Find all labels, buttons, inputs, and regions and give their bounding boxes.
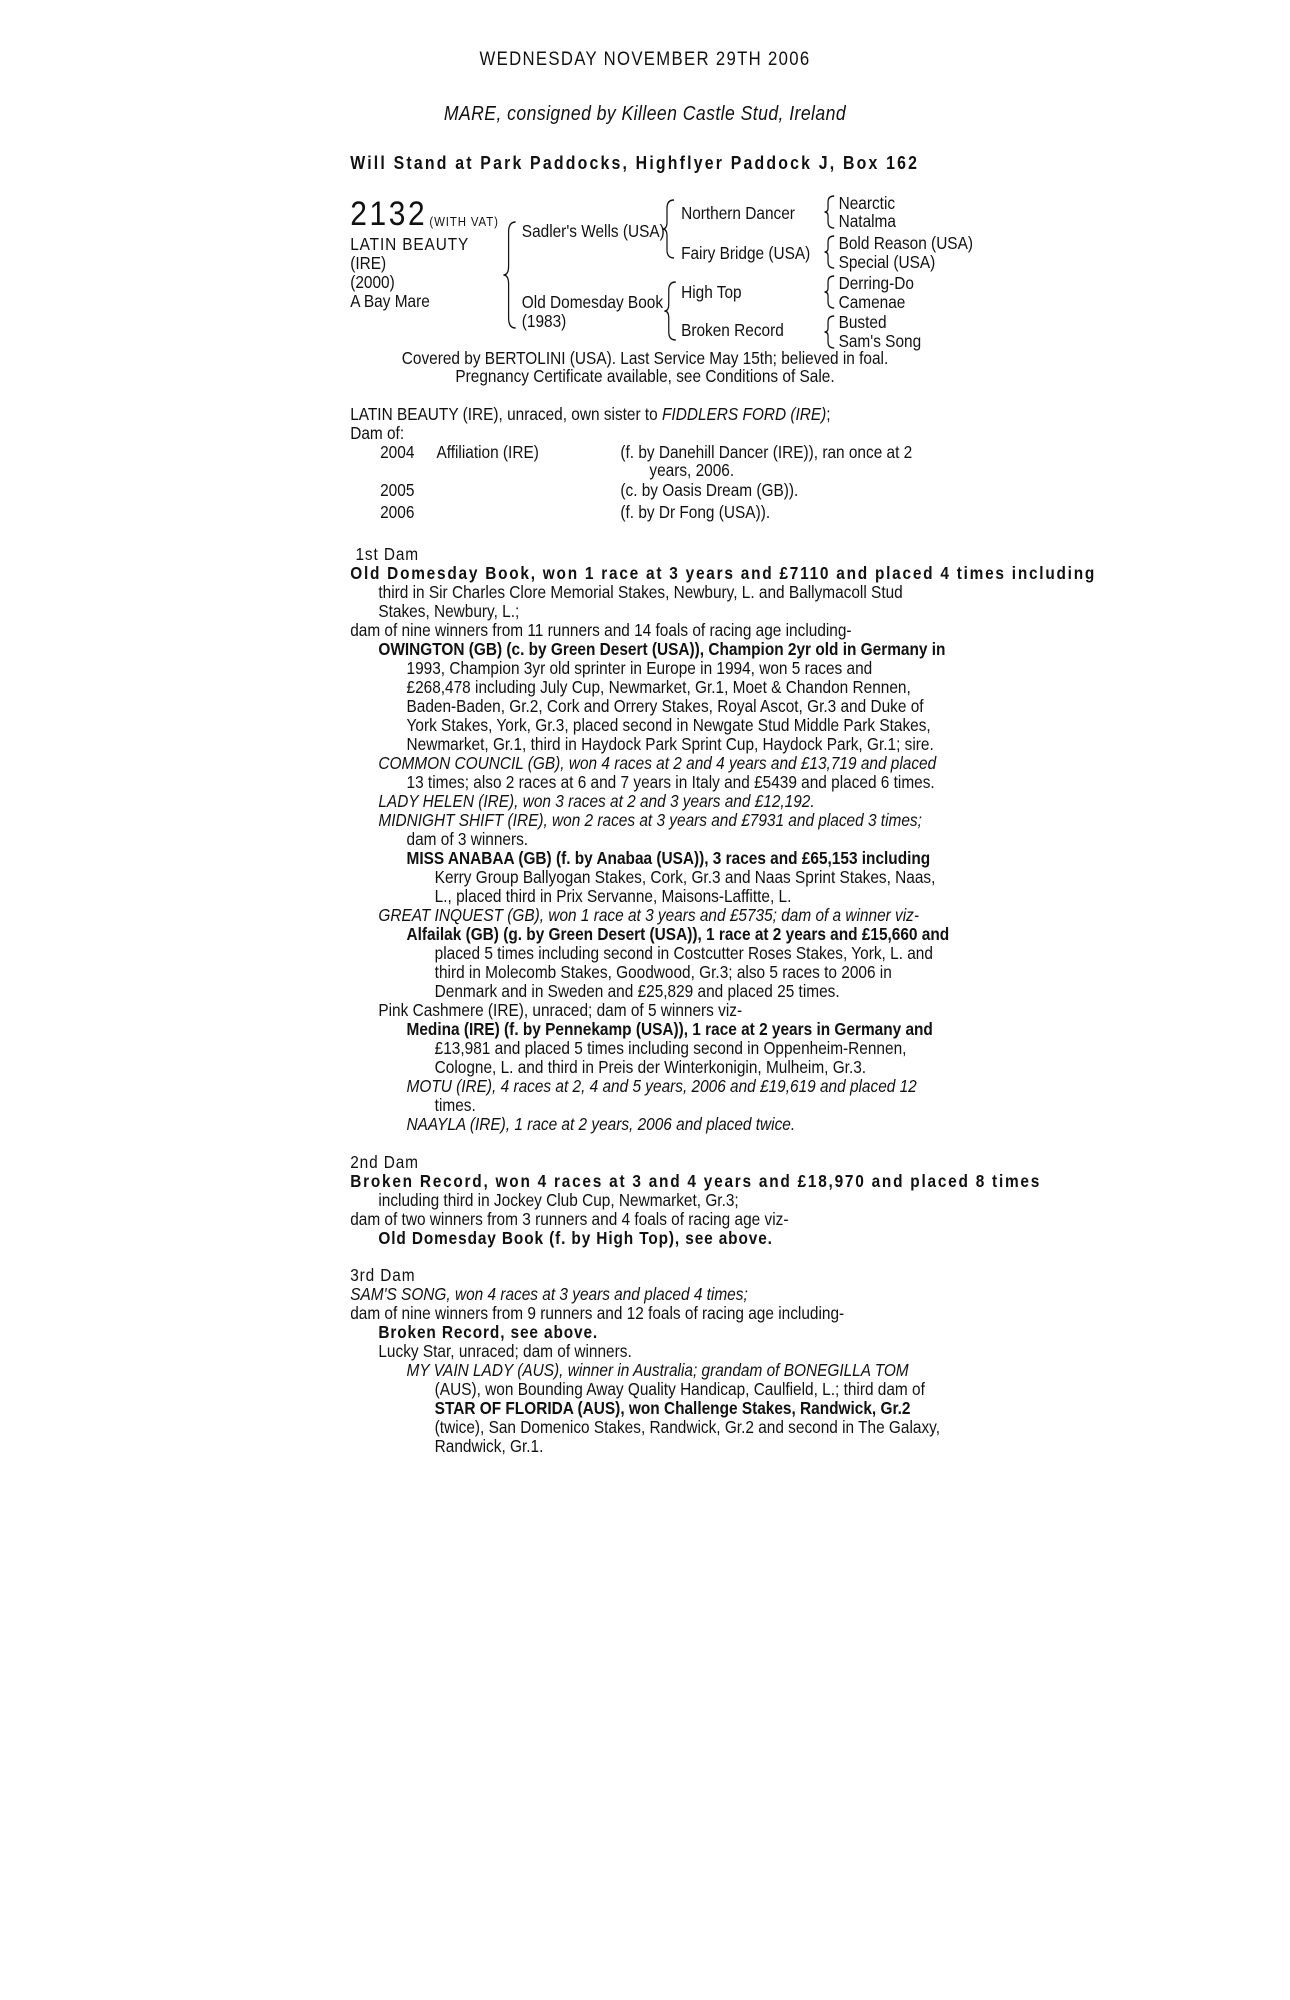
dam-line: (twice), San Domenico Stakes, Randwick, Gr.2 and second in The Galaxy, [434,1417,940,1437]
dam-line: STAR OF FLORIDA (AUS), won Challenge Stakes, Randwick, Gr.2 [434,1398,911,1418]
pedigree-brace-main [503,220,521,330]
dam-line: Medina (IRE) (f. by Pennekamp (USA)), 1 race at 2 years in Germany and [406,1019,933,1039]
pedigree-brace-g3 [824,274,836,310]
dam-line: Alfailak (GB) (g. by Green Desert (USA)), 1 race at 2 years and £15,660 and [406,924,950,944]
pedigree-brace-g4 [824,314,836,350]
dam-line: LADY HELEN (IRE), won 3 races at 2 and 3 years and £12,192. [378,791,815,811]
pedigree-sire-dam: Fairy Bridge (USA) [681,243,811,263]
dam-line: dam of nine winners from 9 runners and 12 foals of racing age including- [350,1303,845,1323]
produce-year: 2004 [380,442,415,462]
dam-line: times. [434,1095,476,1115]
produce-detail: (c. by Oasis Dream (GB)). [620,480,799,500]
horse-origin: (IRE) [350,253,387,273]
dam-line: MISS ANABAA (GB) (f. by Anabaa (USA)), 3 races and £65,153 including [406,848,931,868]
pedigree-dam-dam: Broken Record [681,320,784,340]
pedigree-g5: Derring-Do [838,273,914,293]
horse-description: A Bay Mare [350,291,430,311]
dam-line: MOTU (IRE), 4 races at 2, 4 and 5 years, 2006 and £19,619 and placed 12 [406,1076,917,1096]
pedigree-g4: Special (USA) [838,252,936,272]
produce-detail: (f. by Danehill Dancer (IRE)), ran once at 2 [620,442,913,462]
dam-line: including third in Jockey Club Cup, Newmarket, Gr.3; [378,1190,739,1210]
dam-line: Stakes, Newbury, L.; [378,601,520,621]
catalogue-page [77,0,1212,2000]
pedigree-brace-dam [663,280,679,342]
dam-line: Pink Cashmere (IRE), unraced; dam of 5 winners viz- [378,1000,743,1020]
second-dam-heading: 2nd Dam [350,1152,419,1172]
covered-line-1: Covered by BERTOLINI (USA). Last Service May 15th; believed in foal. [401,348,889,368]
dam-line: Newmarket, Gr.1, third in Haydock Park Sprint Cup, Haydock Park, Gr.1; sire. [406,734,934,754]
produce-detail: (f. by Dr Fong (USA)). [620,502,771,522]
dam-line: Broken Record, see above. [378,1322,599,1342]
consignor-line: MARE, consigned by Killeen Castle Stud, Ireland [443,103,847,125]
produce-year: 2006 [380,502,415,522]
pedigree-brace-g1 [824,194,836,230]
horse-name: LATIN BEAUTY [350,234,470,254]
dam-line: MY VAIN LADY (AUS), winner in Australia; grandam of BONEGILLA TOM [406,1360,909,1380]
first-dam-heading: 1st Dam [355,544,419,564]
stand-location: Will Stand at Park Paddocks, Highflyer Paddock J, Box 162 [350,153,920,173]
dam-line: Kerry Group Ballyogan Stakes, Cork, Gr.3 and Naas Sprint Stakes, Naas, [434,867,936,887]
dam-line: dam of 3 winners. [406,829,529,849]
dam-line: NAAYLA (IRE), 1 race at 2 years, 2006 and placed twice. [406,1114,796,1134]
dam-line: placed 5 times including second in Costcutter Roses Stakes, York, L. and [434,943,933,963]
pedigree-sire: Sadler's Wells (USA) [521,221,665,241]
dam-line: Lucky Star, unraced; dam of winners. [378,1341,632,1361]
dam-of-label: Dam of: [350,423,405,443]
dam-line: Randwick, Gr.1. [434,1436,544,1456]
pedigree-g3: Bold Reason (USA) [838,233,973,253]
dam-line: GREAT INQUEST (GB), won 1 race at 3 years and £5735; dam of a winner viz- [378,905,920,925]
dam-line: York Stakes, York, Gr.3, placed second in Newgate Stud Middle Park Stakes, [406,715,931,735]
covered-line-2: Pregnancy Certificate available, see Conditions of Sale. [455,366,835,386]
dam-line: £268,478 including July Cup, Newmarket, Gr.1, Moet & Chandon Rennen, [406,677,911,697]
dam-line: 13 times; also 2 races at 6 and 7 years in Italy and £5439 and placed 6 times. [406,772,935,792]
pedigree-g1: Nearctic [838,193,896,213]
dam-line: Old Domesday Book (f. by High Top), see above. [378,1228,773,1248]
produce-detail-cont: years, 2006. [649,460,735,480]
dam-line: OWINGTON (GB) (c. by Green Desert (USA)), Champion 2yr old in Germany in [378,639,946,659]
dam-line: L., placed third in Prix Servanne, Maisons-Laffitte, L. [434,886,792,906]
pedigree-g2: Natalma [838,211,896,231]
pedigree-sire-sire: Northern Dancer [681,203,795,223]
pedigree-g8: Sam's Song [838,331,922,351]
pedigree-dam-year: (1983) [521,311,567,331]
pedigree-brace-sire [662,198,678,260]
vat-note: (WITH VAT) [429,214,499,229]
dam-line: MIDNIGHT SHIFT (IRE), won 2 races at 3 years and £7931 and placed 3 times; [378,810,922,830]
pedigree-g7: Busted [838,312,887,332]
dam-line: Broken Record, won 4 races at 3 and 4 years and £18,970 and placed 8 times [350,1171,1042,1191]
dam-line: third in Sir Charles Clore Memorial Stakes, Newbury, L. and Ballymacoll Stud [378,582,903,602]
pedigree-brace-g2 [824,234,836,270]
dam-line: third in Molecomb Stakes, Goodwood, Gr.3; also 5 races to 2006 in [434,962,892,982]
pedigree-g6: Camenae [838,292,906,312]
third-dam-heading: 3rd Dam [350,1265,416,1285]
produce-year: 2005 [380,480,415,500]
produce-name: Affiliation (IRE) [436,442,539,462]
dam-line: COMMON COUNCIL (GB), won 4 races at 2 and 4 years and £13,719 and placed [378,753,937,773]
sale-date: WEDNESDAY NOVEMBER 29TH 2006 [479,49,811,70]
dam-line: dam of nine winners from 11 runners and 14 foals of racing age including- [350,620,852,640]
pedigree-dam-sire: High Top [681,282,742,302]
pedigree-dam-name: Old Domesday Book [521,292,664,312]
dam-line: dam of two winners from 3 runners and 4 foals of racing age viz- [350,1209,789,1229]
dam-line: Old Domesday Book, won 1 race at 3 years and £7110 and placed 4 times including [350,563,1097,583]
dam-line: Denmark and in Sweden and £25,829 and placed 25 times. [434,981,840,1001]
dam-line: Baden-Baden, Gr.2, Cork and Orrery Stakes, Royal Ascot, Gr.3 and Duke of [406,696,924,716]
produce-intro: LATIN BEAUTY (IRE), unraced, own sister to FIDDLERS FORD (IRE); [350,404,831,424]
dam-line: SAM'S SONG, won 4 races at 3 years and placed 4 times; [350,1284,748,1304]
dam-line: (AUS), won Bounding Away Quality Handicap, Caulfield, L.; third dam of [434,1379,925,1399]
dam-line: 1993, Champion 3yr old sprinter in Europe in 1994, won 5 races and [406,658,873,678]
dam-line: £13,981 and placed 5 times including second in Oppenheim-Rennen, [434,1038,907,1058]
lot-number: 2132 [350,195,428,233]
dam-line: Cologne, L. and third in Preis der Winterkonigin, Mulheim, Gr.3. [434,1057,867,1077]
horse-year: (2000) [350,272,395,292]
